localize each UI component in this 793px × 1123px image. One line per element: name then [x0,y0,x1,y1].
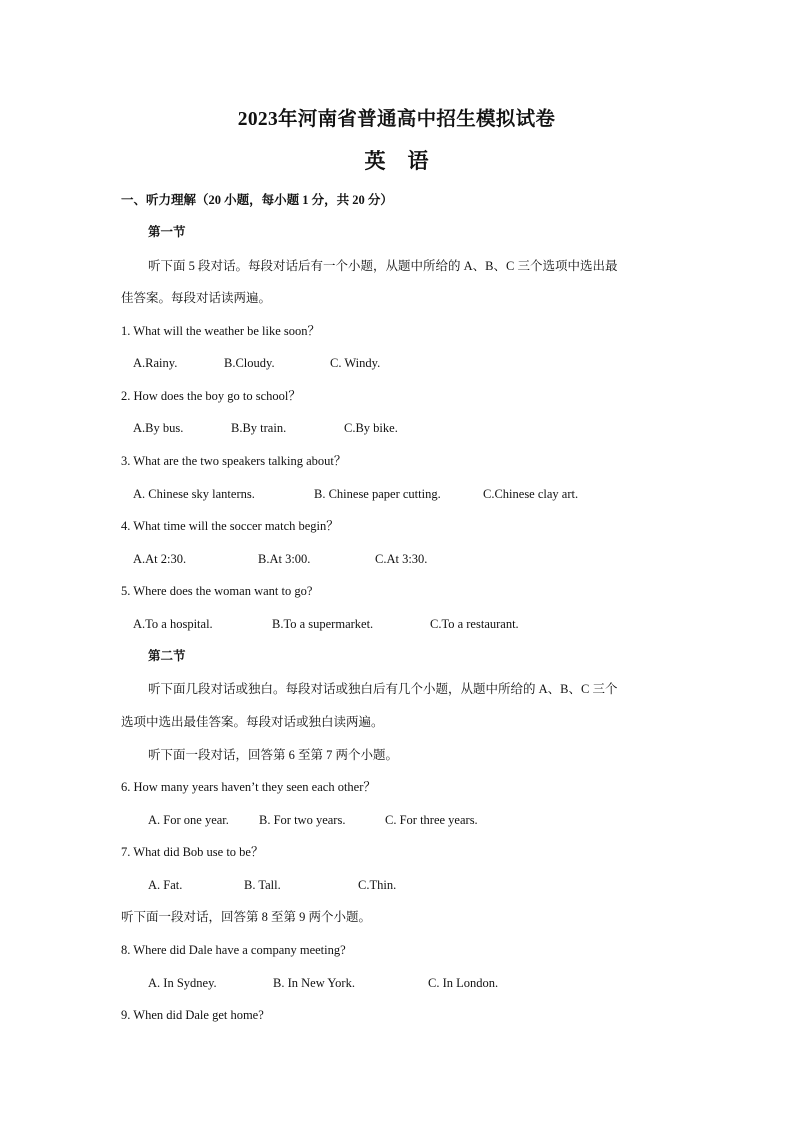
question-2-option-b: B.By train. [231,421,287,435]
subject-char-2: 语 [407,149,429,173]
question-4-option-a: A.At 2:30. [133,552,187,566]
question-8-option-b: B. In New York. [273,976,355,990]
question-2-option-c: C.By bike. [344,421,398,435]
question-5: 5. Where does the woman want to go? [121,584,313,598]
question-8-option-a: A. In Sydney. [148,976,217,990]
question-7-option-c: C.Thin. [358,878,397,892]
question-1-option-b: B.Cloudy. [224,356,275,370]
part1-label: 第一节 [148,225,186,239]
question-2: 2. How does the boy go to school？ [121,389,301,403]
question-1: 1. What will the weather be like soon？ [121,324,321,338]
question-4: 4. What time will the soccer match begin？ [121,519,339,533]
subject-char-1: 英 [364,149,386,173]
part1-instruction-line1: 听下面 5 段对话。每段对话后有一个小题，从题中所给的 A、B、C 三个选项中选出最 [148,259,618,273]
question-3-option-b: B. Chinese paper cutting. [314,487,441,501]
question-4-option-b: B.At 3:00. [258,552,311,566]
subject-title [0,145,793,175]
question-6-option-a: A. For one year. [148,813,229,827]
question-7-option-a: A. Fat. [148,878,183,892]
question-3-option-a: A. Chinese sky lanterns. [133,487,255,501]
question-5-option-a: A.To a hospital. [133,617,213,631]
dialogue-instruction-8-9: 听下面一段对话，回答第 8 至第 9 两个小题。 [121,910,372,924]
part2-instruction-line1: 听下面几段对话或独白。每段对话或独白后有几个小题，从题中所给的 A、B、C 三个 [148,682,618,696]
question-4-option-c: C.At 3:30. [375,552,428,566]
part1-instruction-line2: 佳答案。每段对话读两遍。 [121,291,272,305]
section-heading: 一、听力理解（20 小题，每小题 1 分，共 20 分） [121,193,393,207]
question-6: 6. How many years haven’t they seen each other？ [121,780,376,794]
question-5-option-c: C.To a restaurant. [430,617,519,631]
part2-label: 第二节 [148,649,186,663]
question-7: 7. What did Bob use to be？ [121,845,264,859]
question-6-option-b: B. For two years. [259,813,346,827]
question-9: 9. When did Dale get home? [121,1008,264,1022]
question-6-option-c: C. For three years. [385,813,478,827]
question-5-option-b: B.To a supermarket. [272,617,374,631]
exam-title: 2023年河南省普通高中招生模拟试卷 [237,109,556,130]
part2-instruction-line2: 选项中选出最佳答案。每段对话或独白读两遍。 [121,715,384,729]
question-3-option-c: C.Chinese clay art. [483,487,579,501]
question-2-option-a: A.By bus. [133,421,184,435]
question-7-option-b: B. Tall. [244,878,281,892]
question-8: 8. Where did Dale have a company meeting? [121,943,346,957]
question-1-option-a: A.Rainy. [133,356,178,370]
question-8-option-c: C. In London. [428,976,499,990]
question-3: 3. What are the two speakers talking about？ [121,454,347,468]
dialogue-instruction-6-7: 听下面一段对话，回答第 6 至第 7 两个小题。 [148,748,399,762]
question-1-option-c: C. Windy. [330,356,381,370]
